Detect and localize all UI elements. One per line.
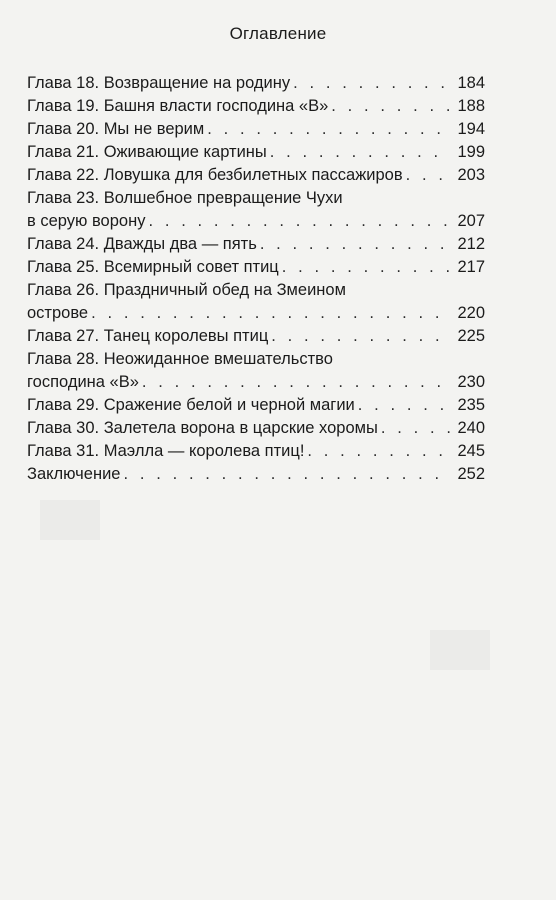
toc-entry-title: Возвращение на родину — [103, 74, 291, 92]
toc-entry-title-continued: острове — [27, 304, 89, 322]
toc-entry-title: Сражение белой и черной магии — [103, 396, 355, 414]
toc-entry — [27, 325, 485, 348]
toc-entry — [27, 256, 485, 279]
toc-entry-label: Глава 26. — [27, 281, 100, 299]
toc-entry — [27, 394, 485, 417]
dot-leader — [123, 463, 451, 486]
toc-entry-title: Заключение — [27, 465, 121, 483]
toc-entry-title: Всемирный совет птиц — [103, 258, 279, 276]
toc-entry — [27, 72, 485, 95]
dot-leader — [358, 394, 452, 417]
page-title: Оглавление — [229, 24, 327, 43]
toc-entry — [27, 279, 485, 325]
toc-entry-label: Глава 25. — [27, 258, 100, 276]
toc-page-number: 240 — [457, 419, 485, 437]
toc-page-number: 199 — [457, 143, 485, 161]
toc-page-number: 252 — [457, 465, 485, 483]
toc-page-number: 212 — [457, 235, 485, 253]
toc-page-number: 188 — [457, 97, 485, 115]
toc-entry-title-continued: господина «В» — [27, 373, 139, 391]
toc-page-number: 207 — [457, 212, 485, 230]
toc-entry-title: Маэлла — королева птиц! — [103, 442, 305, 460]
toc-entry-label: Глава 20. — [27, 120, 100, 138]
dot-leader — [270, 141, 452, 164]
toc-page-number: 203 — [457, 166, 485, 184]
toc-entry — [27, 187, 485, 233]
dot-leader — [282, 256, 452, 279]
toc-entry — [27, 164, 485, 187]
dot-leader — [91, 302, 451, 325]
toc-entry-label: Глава 24. — [27, 235, 100, 253]
toc-entry-title: Мы не верим — [103, 120, 205, 138]
toc-entry — [27, 463, 485, 486]
toc-entry-label: Глава 27. — [27, 327, 100, 345]
toc-page-number: 245 — [457, 442, 485, 460]
dot-leader — [381, 417, 452, 440]
toc-entry-label: Глава 19. — [27, 97, 100, 115]
dot-leader — [293, 72, 451, 95]
bleed-through-shadow — [430, 630, 490, 670]
dot-leader — [406, 164, 452, 187]
dot-leader — [142, 371, 452, 394]
toc-page-number: 225 — [457, 327, 485, 345]
toc-entry-label: Глава 31. — [27, 442, 100, 460]
toc-entry-title: Оживающие картины — [103, 143, 267, 161]
toc-entry — [27, 440, 485, 463]
toc-entry-title: Ловушка для безбилетных пассажиров — [103, 166, 403, 184]
bleed-through-shadow — [40, 500, 100, 540]
dot-leader — [260, 233, 452, 256]
toc-entry-title: Дважды два — пять — [103, 235, 257, 253]
toc-entry-title: Танец королевы птиц — [103, 327, 269, 345]
dot-leader — [331, 95, 451, 118]
toc-entry-label: Глава 30. — [27, 419, 100, 437]
toc-page-number: 230 — [457, 373, 485, 391]
toc-page-number: 194 — [457, 120, 485, 138]
toc-page-number: 184 — [457, 74, 485, 92]
toc-entry — [27, 95, 485, 118]
toc-page-number: 220 — [457, 304, 485, 322]
toc-entry-title: Залетела ворона в царские хоромы — [103, 419, 378, 437]
toc-entry — [27, 348, 485, 394]
dot-leader — [148, 210, 451, 233]
toc-entry-label: Глава 28. — [27, 350, 100, 368]
toc-entry-label: Глава 23. — [27, 189, 100, 207]
toc-page-number: 217 — [457, 258, 485, 276]
toc-entry-label: Глава 21. — [27, 143, 100, 161]
dot-leader — [307, 440, 451, 463]
toc-entry-title: Праздничный обед на Змеином — [103, 281, 346, 299]
toc-entry — [27, 141, 485, 164]
toc-entry-label: Глава 22. — [27, 166, 100, 184]
toc-entry-title: Волшебное превращение Чухи — [103, 189, 343, 207]
toc-entry — [27, 417, 485, 440]
toc-entry-title: Неожиданное вмешательство — [103, 350, 333, 368]
table-of-contents — [27, 72, 485, 486]
dot-leader — [207, 118, 451, 141]
toc-entry-label: Глава 29. — [27, 396, 100, 414]
toc-entry — [27, 233, 485, 256]
dot-leader — [271, 325, 451, 348]
toc-entry-title: Башня власти господина «В» — [103, 97, 329, 115]
toc-entry — [27, 118, 485, 141]
toc-page-number: 235 — [457, 396, 485, 414]
toc-entry-title-continued: в серую ворону — [27, 212, 146, 230]
toc-entry-label: Глава 18. — [27, 74, 100, 92]
